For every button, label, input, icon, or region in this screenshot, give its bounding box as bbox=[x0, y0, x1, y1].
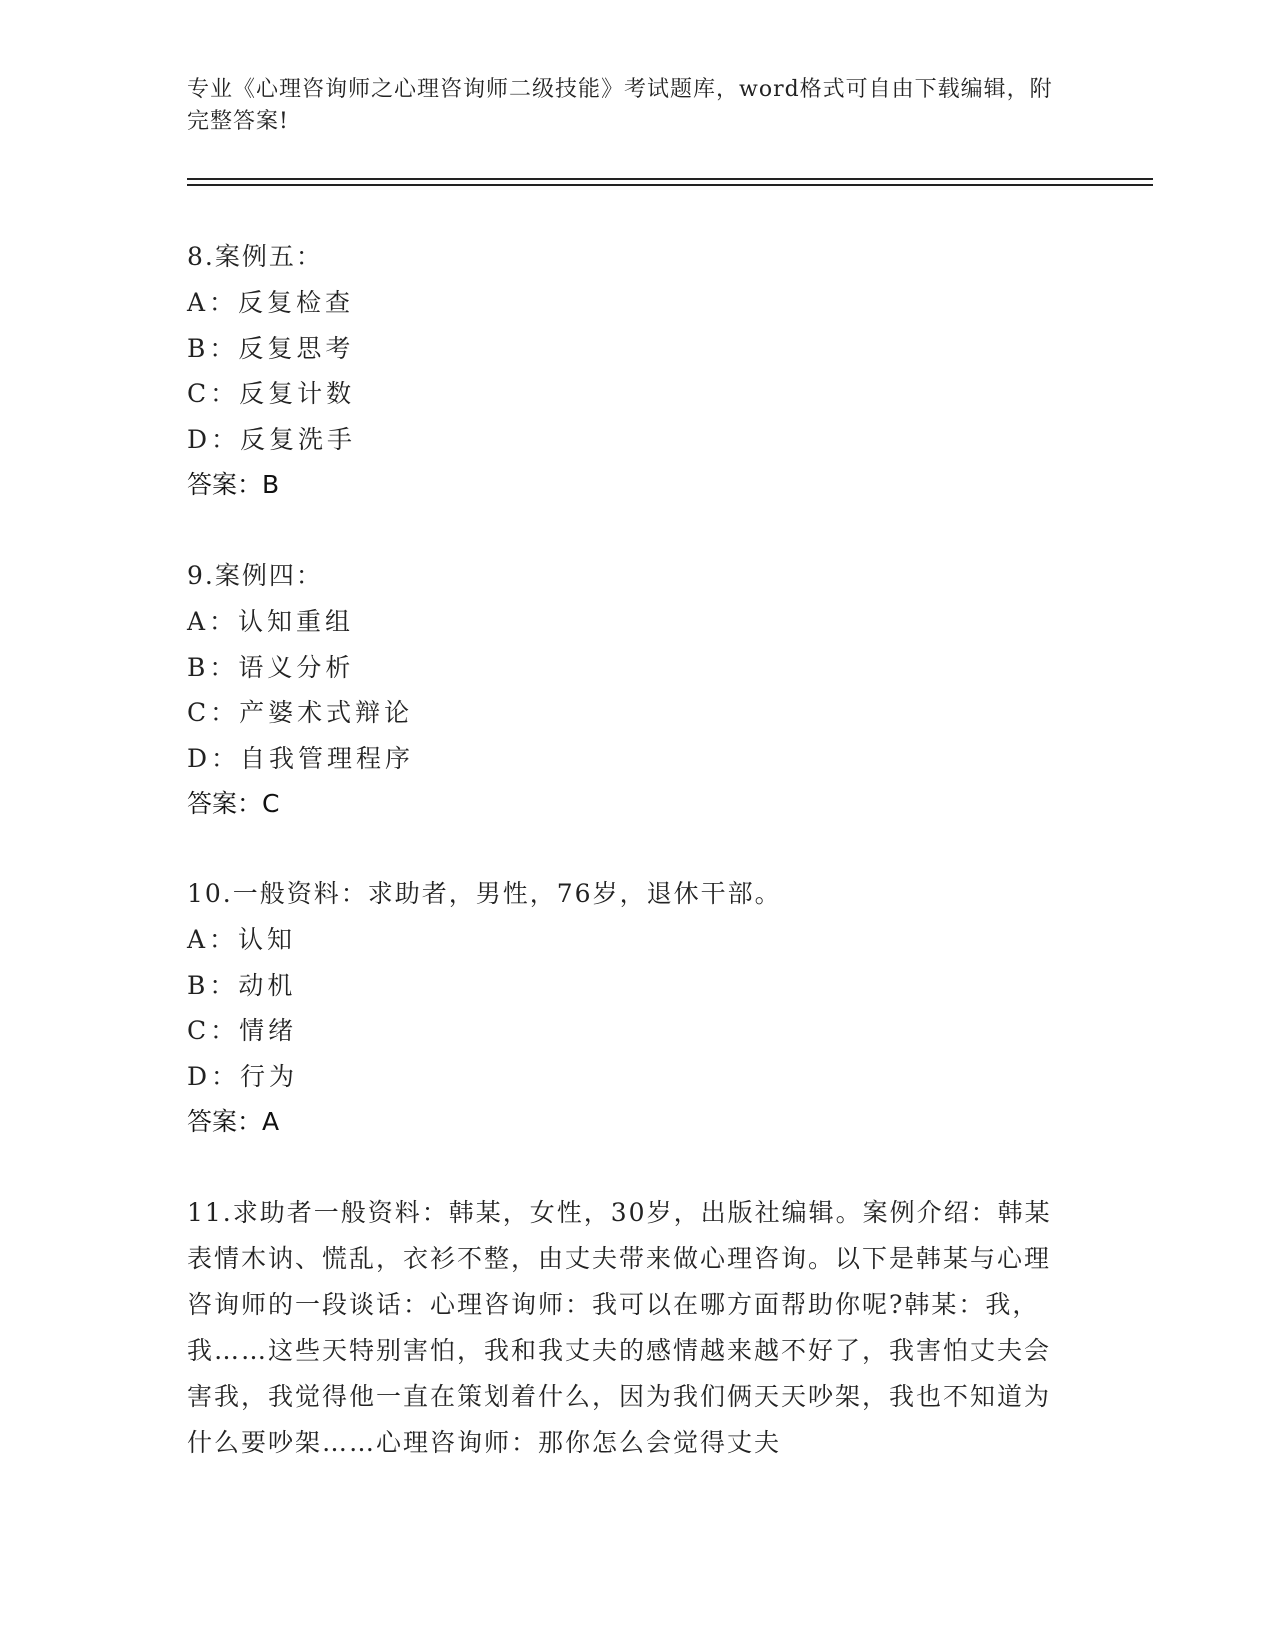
question-block bbox=[187, 1190, 1077, 1466]
answer-line: 答案：A bbox=[187, 1107, 280, 1136]
answer-line: 答案：C bbox=[187, 789, 280, 818]
option-a: A：认知重组 bbox=[187, 607, 355, 636]
option-d: D：行为 bbox=[187, 1061, 299, 1091]
question-block bbox=[187, 871, 1077, 1145]
question-stem: 10.一般资料：求助者，男性，76岁，退休干部。 bbox=[187, 879, 782, 908]
document-header: 专业《心理咨询师之心理咨询师二级技能》考试题库，word格式可自由下载编辑，附完整答案! bbox=[187, 77, 1053, 134]
header-divider-top bbox=[187, 178, 1153, 180]
option-c: C：产婆术式辩论 bbox=[187, 698, 414, 727]
question-stem: 8.案例五： bbox=[187, 242, 323, 271]
option-c: C：反复计数 bbox=[187, 379, 356, 408]
option-b: B：语义分析 bbox=[187, 652, 355, 682]
option-d: D：自我管理程序 bbox=[187, 743, 415, 773]
question-block bbox=[187, 553, 1077, 827]
header-divider-bottom bbox=[187, 184, 1153, 186]
option-b: B：动机 bbox=[187, 970, 297, 1000]
option-b: B：反复思考 bbox=[187, 333, 355, 363]
question-block bbox=[187, 234, 1077, 508]
option-d: D：反复洗手 bbox=[187, 424, 357, 454]
option-a: A：认知 bbox=[187, 925, 297, 954]
option-c: C：情绪 bbox=[187, 1016, 298, 1045]
option-a: A：反复检查 bbox=[187, 288, 355, 317]
question-stem: 9.案例四： bbox=[187, 561, 323, 590]
question-stem: 11.求助者一般资料：韩某，女性，30岁，出版社编辑。案例介绍：韩某表情木讷、慌乱，衣衫不整，由丈夫带来做心理咨询。以下是韩某与心理咨询师的一段谈话：心理咨询师：我可以在哪方面帮助你呢?韩某：我，我……这些天特别害怕，我和我丈夫的感情越来越不好了，我害怕丈夫会害我，我觉得他一直在策划着什么，因为我们俩天天吵架，我也不知道为什么要吵架……心理咨询师：那你怎么会觉得丈夫 bbox=[187, 1198, 1052, 1457]
answer-line: 答案：B bbox=[187, 470, 280, 499]
